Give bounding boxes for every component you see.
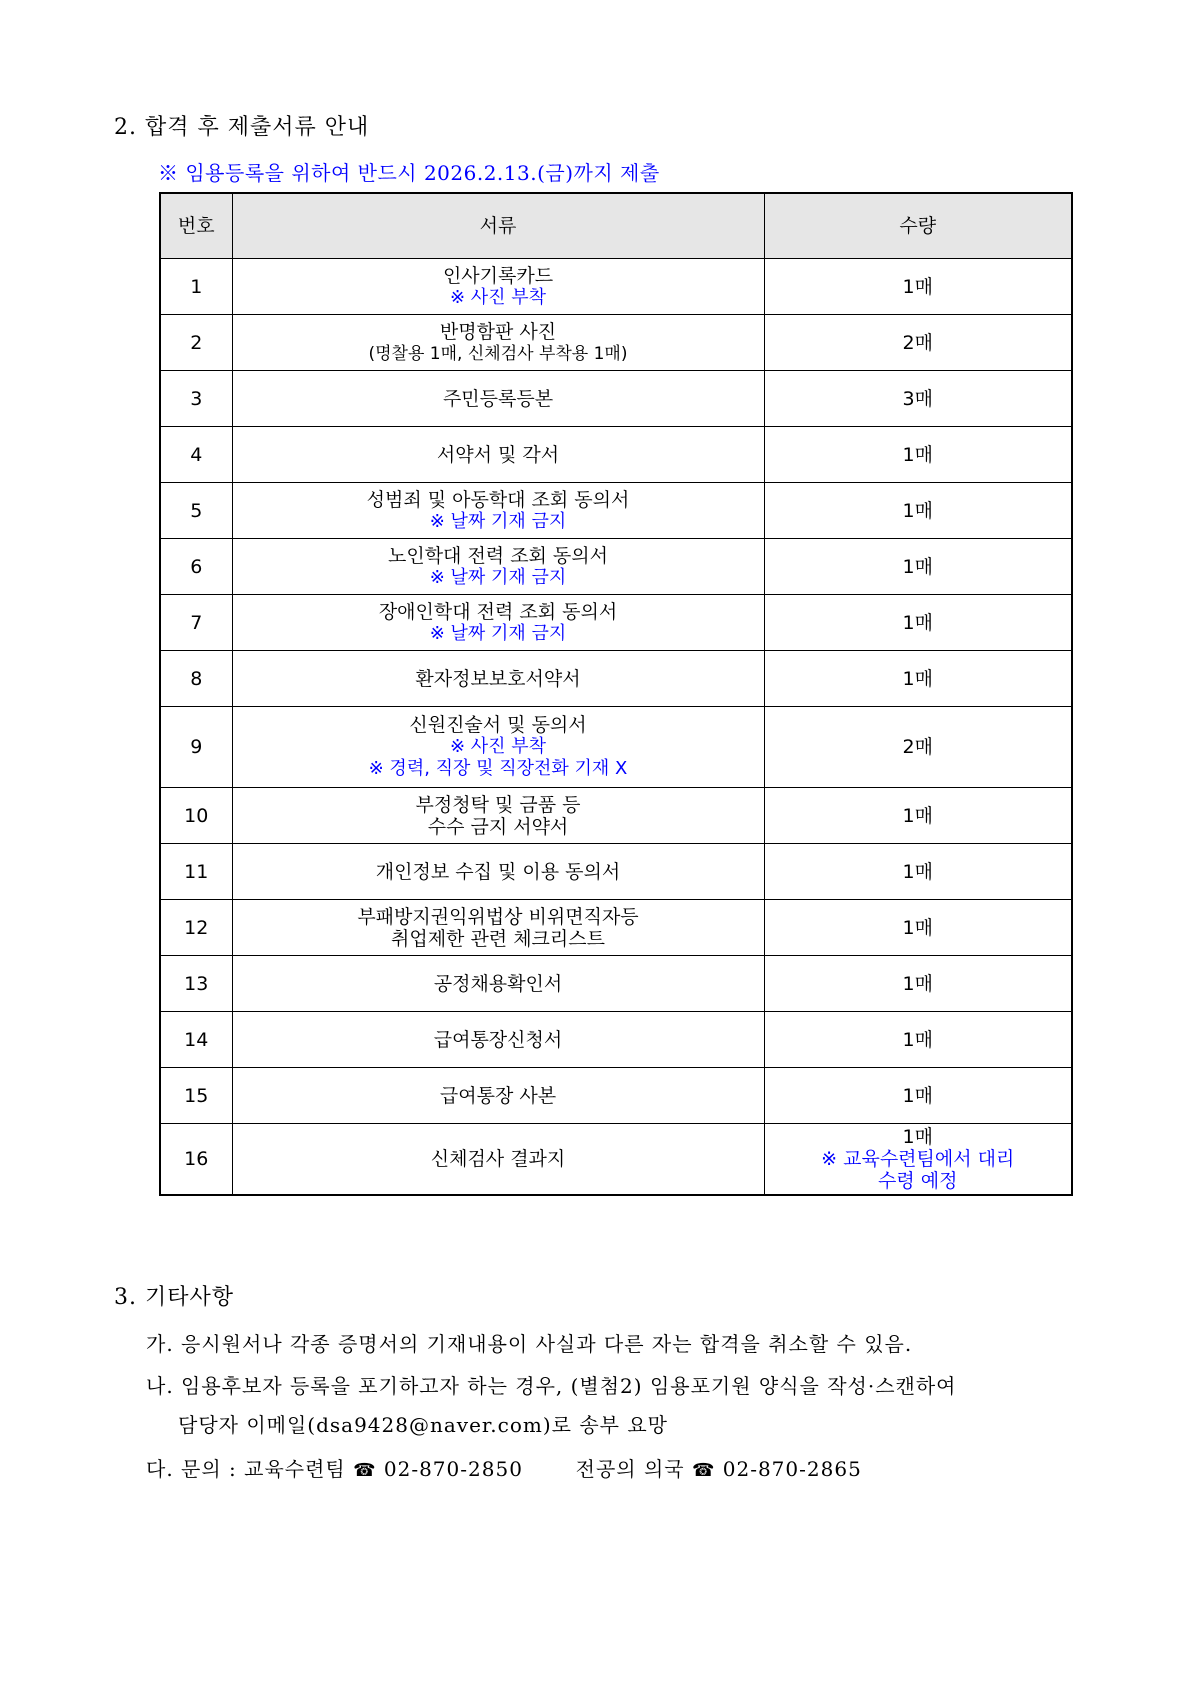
- row-number: 14: [160, 1012, 232, 1068]
- row-quantity: 1매: [764, 483, 1072, 539]
- row-number: 12: [160, 900, 232, 956]
- row-document: [232, 788, 764, 844]
- row-number: 1: [160, 259, 232, 315]
- row-document: 환자정보보호서약서: [232, 651, 764, 707]
- row-document: 개인정보 수집 및 이용 동의서: [232, 844, 764, 900]
- row-quantity: [764, 1124, 1072, 1196]
- row-quantity: 3매: [764, 371, 1072, 427]
- row-number: 10: [160, 788, 232, 844]
- document-note: ※ 사진 부착: [449, 736, 547, 757]
- table-row: [160, 1012, 1072, 1068]
- phone-icon: ☎: [353, 1460, 377, 1481]
- note-item-na-continued: 담당자 이메일(dsa9428@naver.com)로 송부 요망: [178, 1413, 668, 1437]
- document-name-line-2: 취업제한 관련 체크리스트: [391, 927, 605, 950]
- row-quantity: 2매: [764, 315, 1072, 371]
- contact-resident-office: 전공의 의국: [575, 1457, 685, 1481]
- row-quantity: 1매: [764, 844, 1072, 900]
- submission-deadline-notice: ※ 임용등록을 위하여 반드시 2026.2.13.(금)까지 제출: [158, 161, 660, 185]
- note-item-ga: 가. 응시원서나 각종 증명서의 기재내용이 사실과 다른 자는 합격을 취소할 수 있음.: [146, 1332, 913, 1356]
- row-number: 8: [160, 651, 232, 707]
- row-document: [232, 315, 764, 371]
- phone-number-training: 02-870-2850: [383, 1457, 523, 1481]
- header-number: 번호: [160, 193, 232, 259]
- document-name: 부패방지권익위법상 비위면직자등: [357, 905, 639, 928]
- section-2-title: 2. 합격 후 제출서류 안내: [114, 115, 370, 140]
- document-name-line-2: 수수 금지 서약서: [427, 815, 569, 838]
- row-document: 급여통장 사본: [232, 1068, 764, 1124]
- row-number: 11: [160, 844, 232, 900]
- row-document: [232, 483, 764, 539]
- row-document: [232, 539, 764, 595]
- table-row: [160, 651, 1072, 707]
- quantity-note: ※ 교육수련팀에서 대리: [821, 1148, 1015, 1170]
- row-quantity: 1매: [764, 427, 1072, 483]
- row-quantity: 1매: [764, 539, 1072, 595]
- row-number: 2: [160, 315, 232, 371]
- row-document: 급여통장신청서: [232, 1012, 764, 1068]
- table-row: [160, 427, 1072, 483]
- row-document: [232, 900, 764, 956]
- table-row: [160, 595, 1072, 651]
- row-document: 주민등록등본: [232, 371, 764, 427]
- row-quantity: 1매: [764, 651, 1072, 707]
- table-row: [160, 707, 1072, 788]
- row-quantity: 1매: [764, 900, 1072, 956]
- note-item-na: 나. 임용후보자 등록을 포기하고자 하는 경우, (별첨2) 임용포기원 양식을 작성·스캔하여: [146, 1374, 957, 1398]
- row-number: 9: [160, 707, 232, 788]
- row-document: 공정채용확인서: [232, 956, 764, 1012]
- table-row: [160, 1124, 1072, 1196]
- document-name: 부정청탁 및 금품 등: [415, 793, 581, 816]
- table-row: [160, 788, 1072, 844]
- table-row: [160, 956, 1072, 1012]
- quantity-value: 1매: [902, 1126, 933, 1148]
- document-name: 성범죄 및 아동학대 조회 동의서: [366, 488, 630, 511]
- row-quantity: 1매: [764, 1068, 1072, 1124]
- document-note: ※ 날짜 기재 금지: [429, 510, 567, 532]
- document-name: 반명함판 사진: [439, 320, 557, 343]
- row-document: 신체검사 결과지: [232, 1124, 764, 1196]
- row-quantity: 1매: [764, 1012, 1072, 1068]
- table-row: [160, 539, 1072, 595]
- table-row: [160, 1068, 1072, 1124]
- document-note: ※ 사진 부착: [449, 286, 547, 308]
- table-row: [160, 371, 1072, 427]
- documents-table: [159, 192, 1073, 1196]
- contact-prefix: 다. 문의 : 교육수련팀: [146, 1457, 346, 1481]
- document-name: 장애인학대 전력 조회 동의서: [378, 600, 618, 623]
- quantity-note: 수령 예정: [878, 1170, 958, 1192]
- row-number: 16: [160, 1124, 232, 1196]
- document-note: ※ 날짜 기재 금지: [429, 566, 567, 588]
- note-item-da: [146, 1453, 862, 1482]
- row-document: [232, 259, 764, 315]
- table-header-row: [160, 193, 1072, 259]
- row-number: 5: [160, 483, 232, 539]
- header-document: 서류: [232, 193, 764, 259]
- row-number: 6: [160, 539, 232, 595]
- document-note: ※ 경력, 직장 및 직장전화 기재 X: [368, 758, 628, 779]
- document-name: 인사기록카드: [442, 264, 554, 287]
- row-document: 서약서 및 각서: [232, 427, 764, 483]
- row-quantity: 1매: [764, 259, 1072, 315]
- table-row: [160, 900, 1072, 956]
- table-row: [160, 315, 1072, 371]
- row-quantity: 1매: [764, 956, 1072, 1012]
- row-document: [232, 595, 764, 651]
- row-document: [232, 707, 764, 788]
- phone-icon: ☎: [691, 1460, 716, 1481]
- document-sub: (명찰용 1매, 신체검사 부착용 1매): [368, 343, 628, 364]
- document-name: 노인학대 전력 조회 동의서: [387, 544, 608, 567]
- row-number: 3: [160, 371, 232, 427]
- row-quantity: 1매: [764, 595, 1072, 651]
- table-row: [160, 483, 1072, 539]
- row-quantity: 2매: [764, 707, 1072, 788]
- row-number: 7: [160, 595, 232, 651]
- document-name: 신원진술서 및 동의서: [409, 714, 587, 736]
- row-number: 4: [160, 427, 232, 483]
- row-quantity: 1매: [764, 788, 1072, 844]
- row-number: 13: [160, 956, 232, 1012]
- row-number: 15: [160, 1068, 232, 1124]
- phone-number-resident: 02-870-2865: [722, 1457, 862, 1481]
- table-row: [160, 844, 1072, 900]
- document-note: ※ 날짜 기재 금지: [429, 622, 567, 644]
- section-3-title: 3. 기타사항: [114, 1285, 234, 1310]
- table-row: [160, 259, 1072, 315]
- header-quantity: 수량: [764, 193, 1072, 259]
